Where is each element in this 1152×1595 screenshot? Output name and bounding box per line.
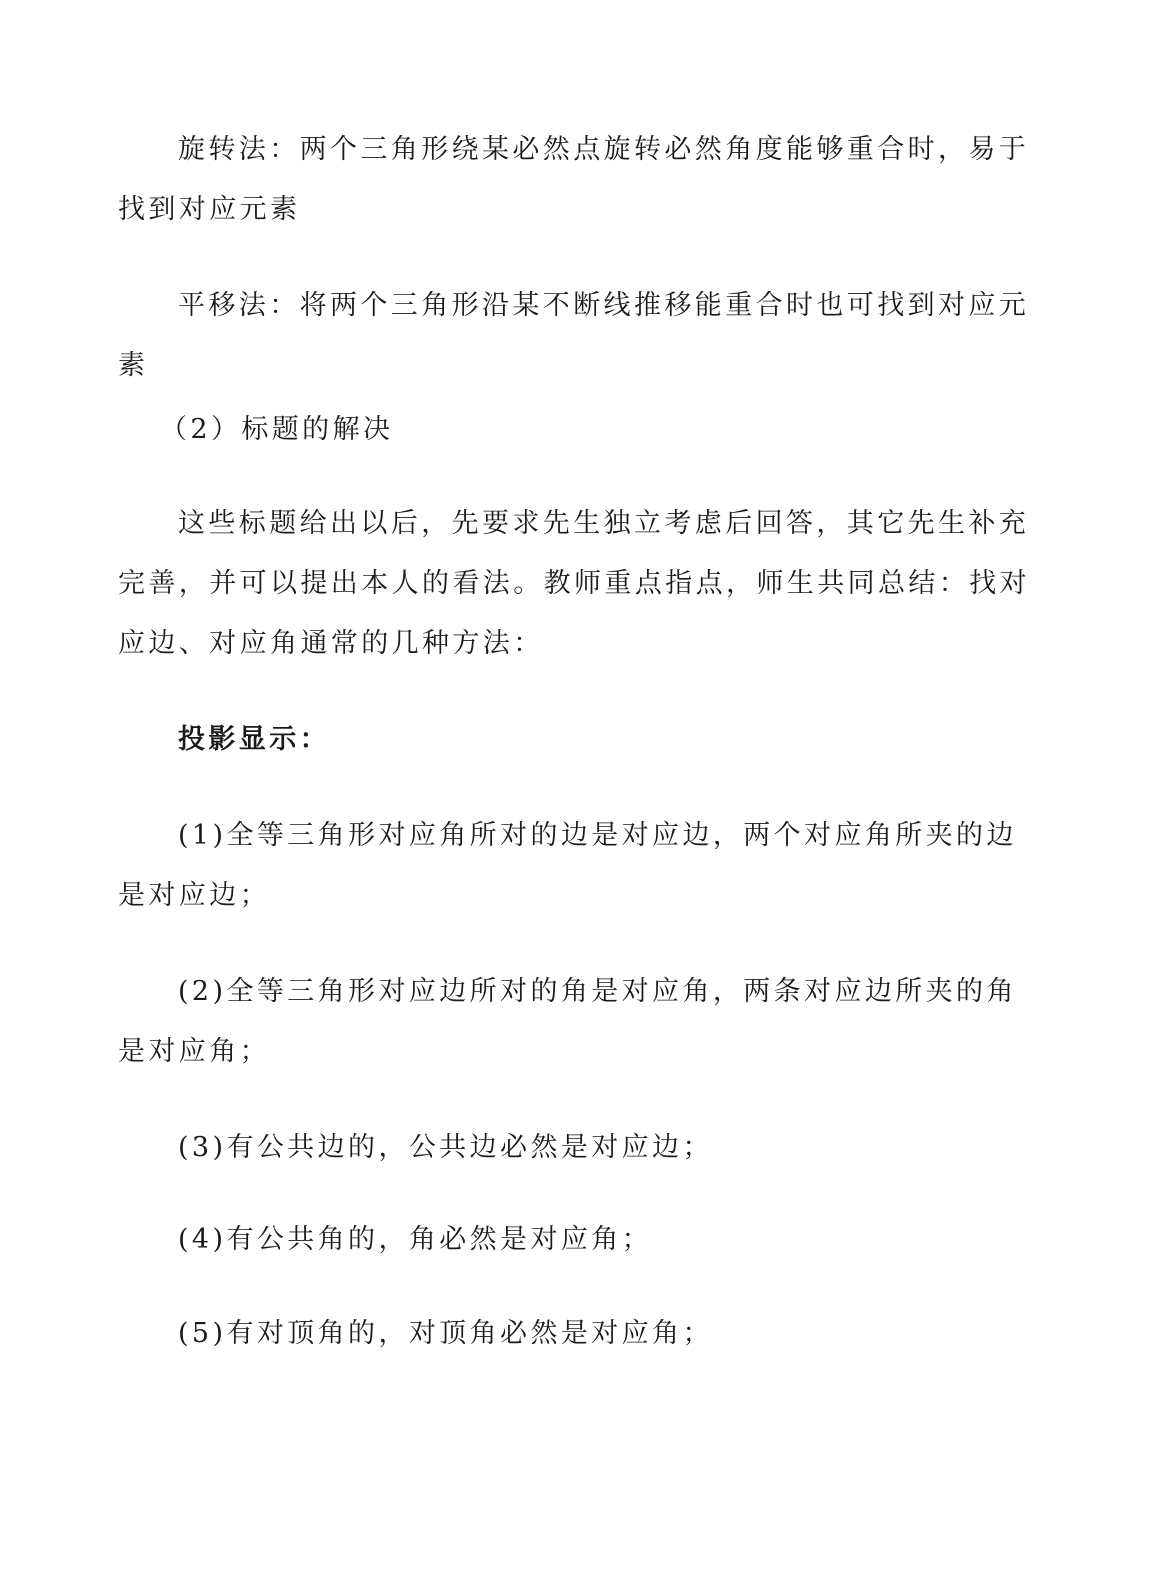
- rule-item-5: (5)有对顶角的，对顶角必然是对应角；: [178, 1318, 713, 1349]
- rule-item-1: (1)全等三角形对应角所对的边是对应边，两个对应角所夹的边是对应边；: [118, 820, 1017, 911]
- rule-item-4: (4)有公共角的，角必然是对应角；: [178, 1224, 653, 1255]
- rule-item-3: (3)有公共边的，公共边必然是对应边；: [178, 1132, 713, 1163]
- section-heading: （2）标题的解决: [160, 414, 394, 445]
- paragraph-discussion: 这些标题给出以后，先要求先生独立考虑后回答，其它先生补充完善，并可以提出本人的看法。教师重点指点，师生共同总结：找对应边、对应角通常的几种方法：: [118, 508, 1030, 659]
- paragraph-rotation-method: 旋转法：两个三角形绕某必然点旋转必然角度能够重合时，易于找到对应元素: [118, 134, 1030, 225]
- paragraph-translation-method: 平移法：将两个三角形沿某不断线推移能重合时也可找到对应元素: [118, 290, 1030, 381]
- projection-heading: 投影显示：: [178, 724, 330, 755]
- rule-item-2: (2)全等三角形对应边所对的角是对应角，两条对应边所夹的角是对应角；: [118, 976, 1017, 1067]
